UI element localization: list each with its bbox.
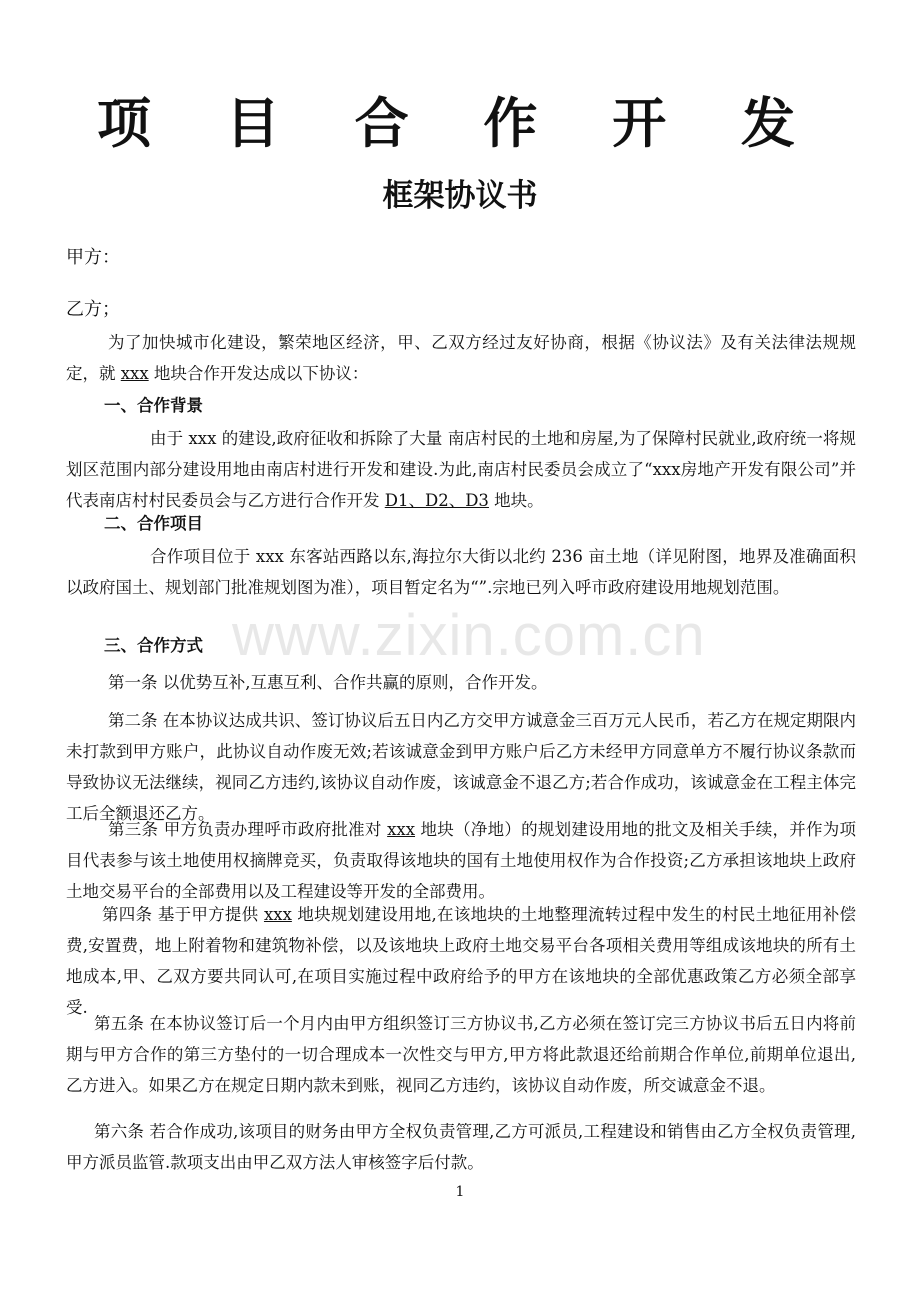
article-2: 第二条 在本协议达成共识、签订协议后五日内乙方交甲方诚意金三百万元人民币，若乙方在规定期限内未打款到甲方账户，此协议自动作废无效;若该诚意金到甲方账户后乙方未经甲方同意单方不履行协议条款而导致协议无法继续，视同乙方违约,该协议自动作废，该诚意金不退乙方;若合作成功，该诚意金在工程主体完工后全额退还乙方。 xyxy=(66,711,856,823)
party-b-label: 乙方； xyxy=(66,299,120,320)
article-1: 第一条 以优势互补,互惠互利、合作共赢的原则，合作开发。 xyxy=(108,673,548,692)
background-paragraph: 由于 xxx 的建设,政府征收和拆除了大量 南店村民的土地和房屋,为了保障村民就业,政府统一将规划区范围内部分建设用地由南店村进行开发和建设.为此,南店村民委员会成立了“xxx房地产开发有限公司”并代表南店村村民委员会与乙方进行合作开发 D1、D2、D3 地块。 xyxy=(66,429,856,510)
article-3: 第三条 甲方负责办理呼市政府批准对 xxx 地块（净地）的规划建设用地的批文及相关手续，并作为项目代表参与该土地使用权摘牌竞买，负责取得该地块的国有土地使用权作为合作投资;乙方承担该地块上政府土地交易平台的全部费用以及工程建设等开发的全部费用。 xyxy=(66,820,856,901)
page-number: 1 xyxy=(455,1184,465,1200)
intro-paragraph: 为了加快城市化建设，繁荣地区经济，甲、乙双方经过友好协商，根据《协议法》及有关法律法规规定，就 xxx 地块合作开发达成以下协议： xyxy=(66,333,856,383)
watermark: www.zixin.com.cn xyxy=(232,603,706,668)
section-heading-method: 三、合作方式 xyxy=(104,636,203,655)
party-a-label: 甲方： xyxy=(66,247,120,268)
underlined-plot-name: xxx xyxy=(120,364,149,383)
article-5: 第五条 在本协议签订后一个月内由甲方组织签订三方协议书,乙方必须在签订完三方协议书后五日内将前期与甲方合作的第三方垫付的一切合理成本一次性交与甲方,甲方将此款退还给前期合作单位,前期单位退出,乙方进入。如果乙方在规定日期内款未到账，视同乙方违约，该协议自动作废，所交诚意金不退。 xyxy=(66,1014,856,1095)
section-heading-background: 一、合作背景 xyxy=(104,396,203,415)
article-6: 第六条 若合作成功,该项目的财务由甲方全权负责管理,乙方可派员,工程建设和销售由乙方全权负责管理,甲方派员监管.款项支出由甲乙双方法人审核签字后付款。 xyxy=(66,1122,856,1172)
article-4: 第四条 基于甲方提供 xxx 地块规划建设用地,在该地块的土地整理流转过程中发生的村民土地征用补偿费,安置费，地上附着物和建筑物补偿，以及该地块上政府土地交易平台各项相关费用等组成该地块的所有土地成本,甲、乙双方要共同认可,在项目实施过程中政府给予的甲方在该地块的全部优惠政策乙方必须全部享受. xyxy=(66,905,856,1017)
document-title: 项 目 合 作 开 发 xyxy=(97,92,823,155)
section-heading-project: 二、合作项目 xyxy=(104,514,203,533)
document-subtitle: 框架协议书 xyxy=(382,178,538,214)
project-paragraph: 合作项目位于 xxx 东客站西路以东,海拉尔大街以北约 236 亩土地（详见附图，地界及准确面积以政府国土、规划部门批准规划图为准），项目暂定名为“”.宗地已列入呼市政府建设用地规划范围。 xyxy=(66,547,856,597)
underlined-plot-ids: D1、D2、D3 xyxy=(384,491,489,510)
